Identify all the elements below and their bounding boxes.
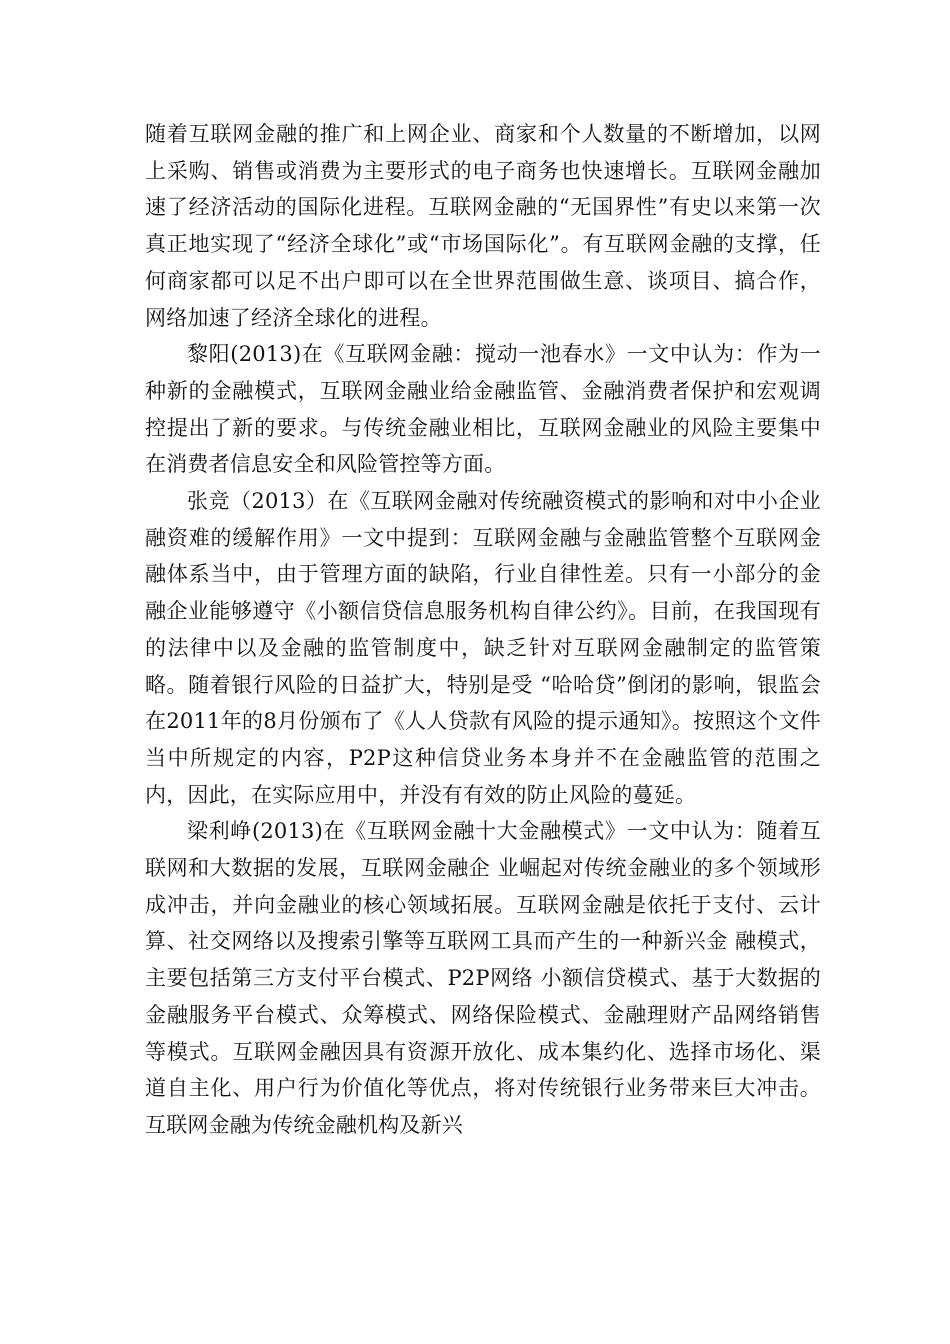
paragraph-4: 梁利峥(2013)在《互联网金融十大金融模式》一文中认为：随着互联网和大数据的发展，互联网金融企 业崛起对传统金融业的多个领域形成冲击，并向金融业的核心领域拓展。互联网金融是依托于支付、云计算、社交网络以及搜索引擎等互联网工具而产生的一种新兴金 融模式，主要包括第三方支付平台模式、P2P网络 小额信贷模式、基于大数据的金融服务平台模式、众筹模式、网络保险模式、金融理财产品网络销售等模式。互联网金融因具有资源开放化、成本集约化、选择市场化、渠道自主化、用户行为价值化等优点，将对传统银行业务带来巨大冲击。互联网金融为传统金融机构及新兴 [145, 819, 821, 1137]
paragraph-1: 随着互联网金融的推广和上网企业、商家和个人数量的不断增加，以网上采购、销售或消费为主要形式的电子商务也快速增长。互联网金融加速了经济活动的国际化进程。互联网金融的“无国界性”有史以来第一次真正地实现了“经济全球化”或“市场国际化”。有互联网金融的支撑，任何商家都可以足不出户即可以在全世界范围做生意、谈项目、搞合作，网络加速了经济全球化的进程。 [145, 122, 821, 330]
paragraph-3: 张竞（2013）在《互联网金融对传统融资模式的影响和对中小企业融资难的缓解作用》一文中提到：互联网金融与金融监管整个互联网金融体系当中，由于管理方面的缺陷，行业自律性差。只有一小部分的金融企业能够遵守《小额信贷信息服务机构自律公约》。目前，在我国现有的法律中以及金融的监管制度中，缺乏针对互联网金融制定的监管策略。随着银行风险的日益扩大，特别是受 “哈哈贷”倒闭的影响，银监会在2011年的8月份颁布了《人人贷款有风险的提示通知》。按照这个文件当中所规定的内容，P2P这种信贷业务本身并不在金融监管的范围之内，因此，在实际应用中，并没有有效的防止风险的蔓延。 [145, 489, 821, 807]
paragraph-2: 黎阳(2013)在《互联网金融：搅动一池春水》一文中认为：作为一种新的金融模式，互联网金融业给金融监管、金融消费者保护和宏观调控提出了新的要求。与传统金融业相比，互联网金融业的风险主要集中在消费者信息安全和风险管控等方面。 [145, 342, 821, 477]
document-body [145, 116, 821, 1144]
